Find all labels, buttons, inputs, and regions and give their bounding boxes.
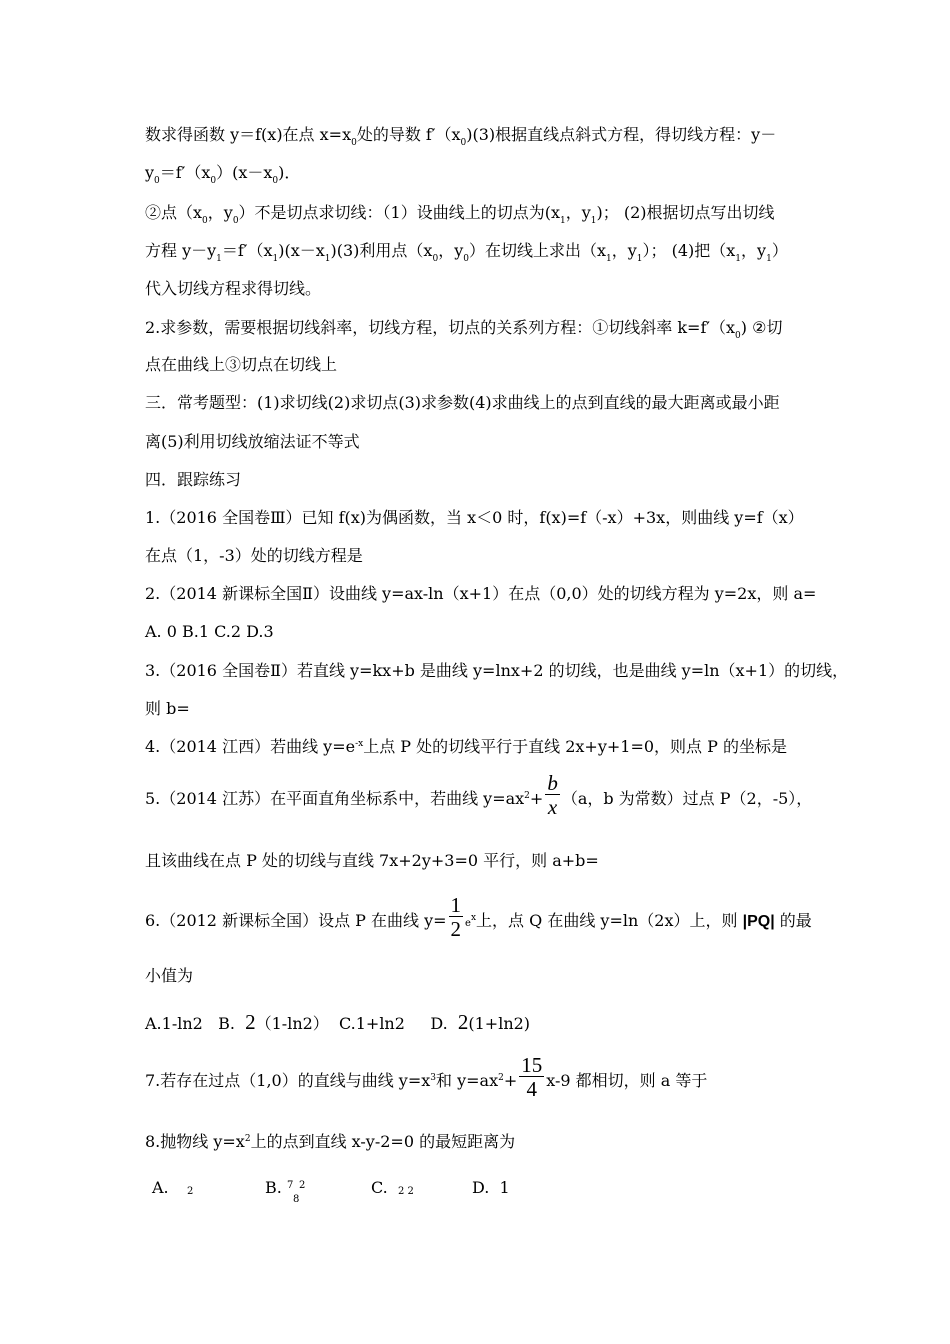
subscript: 0 [463,254,469,264]
text-line-1 [145,125,776,148]
abs-pq: |PQ| [742,913,775,930]
superscript: 2 [498,1073,504,1083]
text: ，y [611,241,637,260]
text: 6.（2012 新课标全国）设点 P 在曲线 y= [145,911,447,930]
text: A.1-ln2 B. [145,1014,246,1033]
text: 上点 P 处的切线平行于直线 2x+y+1=0，则点 P 的坐标是 [363,737,787,756]
option-b-value: 2 [299,1180,306,1191]
text: 4.（2014 江西）若曲线 y=e [145,737,356,756]
subscript: 0 [154,176,160,186]
text-line-8: 三．常考题型：(1)求切线(2)求切点(3)求参数(4)求曲线上的点到直线的最大距离或最小距 [145,393,780,412]
fraction-b-over-x [545,772,560,819]
question-8-options [0,1176,950,1216]
text: 处的导数 f′（x [356,125,461,144]
subscript: 1 [606,254,612,264]
text: ，y [438,241,464,260]
text: 方程 y－y [145,241,217,260]
question-2-options: A. 0 B.1 C.2 D.3 [145,622,274,641]
text-line-5: 代入切线方程求得切线。 [145,279,322,298]
text: ）； (4)把（x [642,241,736,260]
superscript: 2 [524,791,530,801]
text: )． [278,163,301,182]
numerator: 1 [450,893,462,917]
text: ）(x－x [216,163,273,182]
text: )(x－x [278,241,325,260]
subscript: 0 [735,331,741,341]
text: ，y [741,241,767,260]
section-heading: 四．跟踪练习 [145,470,242,489]
text: ，y [565,203,591,222]
question-7 [145,1053,708,1108]
text: + [503,1071,518,1090]
fraction-15-over-4 [519,1054,544,1101]
option-b-value: 7 [287,1180,294,1191]
option-a-value: 2 [187,1186,194,1197]
question-3-line-1: 3.（2016 全国卷Ⅱ）若直线 y=kx+b 是曲线 y=lnx+2 的切线，也是曲线 y=ln（x+1）的切线， [145,661,849,680]
text-line-3 [145,203,775,226]
denominator: 2 [450,917,462,941]
subscript: 0 [272,176,279,186]
superscript: -x [355,739,364,749]
subscript: 0 [202,216,208,226]
subscript: 1 [766,254,772,264]
text-line-6 [145,318,782,341]
text: ，y [207,203,233,222]
superscript: x [470,913,477,923]
question-5-line-1 [145,771,813,826]
text: ) ②切 [740,318,783,337]
text: ）在切线上求出（x [468,241,606,260]
option-d: D. 1 [472,1178,510,1197]
subscript: 1 [560,216,566,226]
text: 和 y=ax [436,1071,499,1090]
text: ）不是切点求切线：（1）设曲线上的切点为(x [238,203,560,222]
text: (1+ln2) [468,1014,531,1033]
option-c-label: C. [371,1178,388,1197]
text-line-4 [145,241,788,264]
superscript: 2 [244,1134,251,1144]
numerator: 15 [521,1053,543,1077]
text: 7.若存在过点（1,0）的直线与曲线 y=x [145,1071,431,1090]
text: 上，点 Q 在曲线 y=ln（2x）上，则 [476,911,743,930]
subscript: 1 [590,216,597,226]
question-8 [145,1132,515,1155]
text: )； (2)根据切点写出切线 [596,203,775,222]
text-line-9: 离(5)利用切线放缩法证不等式 [145,432,360,451]
question-6-line-1 [145,893,812,948]
text: 2.求参数，需要根据切线斜率，切线方程，切点的关系列方程：①切线斜率 k=f′（x [145,318,736,337]
text: )(3)利用点（x [330,241,433,260]
text: )(3)根据直线点斜式方程，得切线方程：y－ [466,125,777,144]
question-6-options [145,1008,530,1038]
question-1-line-1: 1.（2016 全国卷Ⅲ）已知 f(x)为偶函数，当 x＜0 时，f(x)=f（-x）+3x，则曲线 y=f（x） [145,508,804,527]
text: 5.（2014 江苏）在平面直角坐标系中，若曲线 y=ax [145,789,525,808]
text: ） [771,241,788,260]
question-2-line-1: 2.（2014 新课标全国Ⅱ）设曲线 y=ax-ln（x+1）在点（0,0）处的切线方程为 y=2x，则 a= [145,584,817,603]
text: 数求得函数 y＝f(x)在点 x=x [145,125,352,144]
text: ＝f′（x [159,163,211,182]
subscript: 0 [232,216,239,226]
radical-2: 2 [457,1010,469,1034]
question-6-line-2: 小值为 [145,966,194,985]
subscript: 0 [432,254,439,264]
subscript: 1 [216,254,222,264]
question-1-line-2: 在点（1，-3）处的切线方程是 [145,546,363,565]
question-3-line-2: 则 b= [145,699,190,718]
text: （1-ln2） C.1+ln2 D. [255,1014,458,1033]
option-a-label: A. [152,1178,169,1197]
option-c-value: 2 2 [398,1186,414,1197]
text: + [529,789,544,808]
subscript: 1 [272,254,279,264]
radical-2: 2 [245,1010,256,1034]
text: 上的点到直线 x-y-2=0 的最短距离为 [250,1132,516,1151]
text: 8.抛物线 y=x [145,1132,245,1151]
denominator: x [547,795,558,819]
text: ＝f′（x [221,241,273,260]
question-5-line-2: 且该曲线在点 P 处的切线与直线 7x+2y+3=0 平行，则 a+b= [145,851,599,870]
numerator: b [547,771,558,795]
text: ②点（x [145,203,203,222]
text-line-2 [145,163,300,186]
text: y [145,163,155,182]
fraction-one-half [449,894,464,941]
subscript: 1 [324,254,331,264]
subscript: 0 [351,138,357,148]
option-b-label: B. [265,1178,282,1197]
subscript: 0 [210,176,217,186]
option-b-value: 8 [293,1194,300,1205]
text-line-7: 点在曲线上③切点在切线上 [145,355,338,374]
text: x-9 都相切，则 a 等于 [546,1071,708,1090]
subscript: 0 [460,138,467,148]
question-4 [145,737,787,760]
superscript: 3 [430,1073,437,1083]
denominator: 4 [526,1077,538,1101]
text: e [465,918,471,929]
subscript: 1 [636,254,643,264]
subscript: 1 [735,254,742,264]
text: 的最 [774,911,812,930]
text: （a，b 为常数）过点 P（2，-5）， [561,789,813,808]
